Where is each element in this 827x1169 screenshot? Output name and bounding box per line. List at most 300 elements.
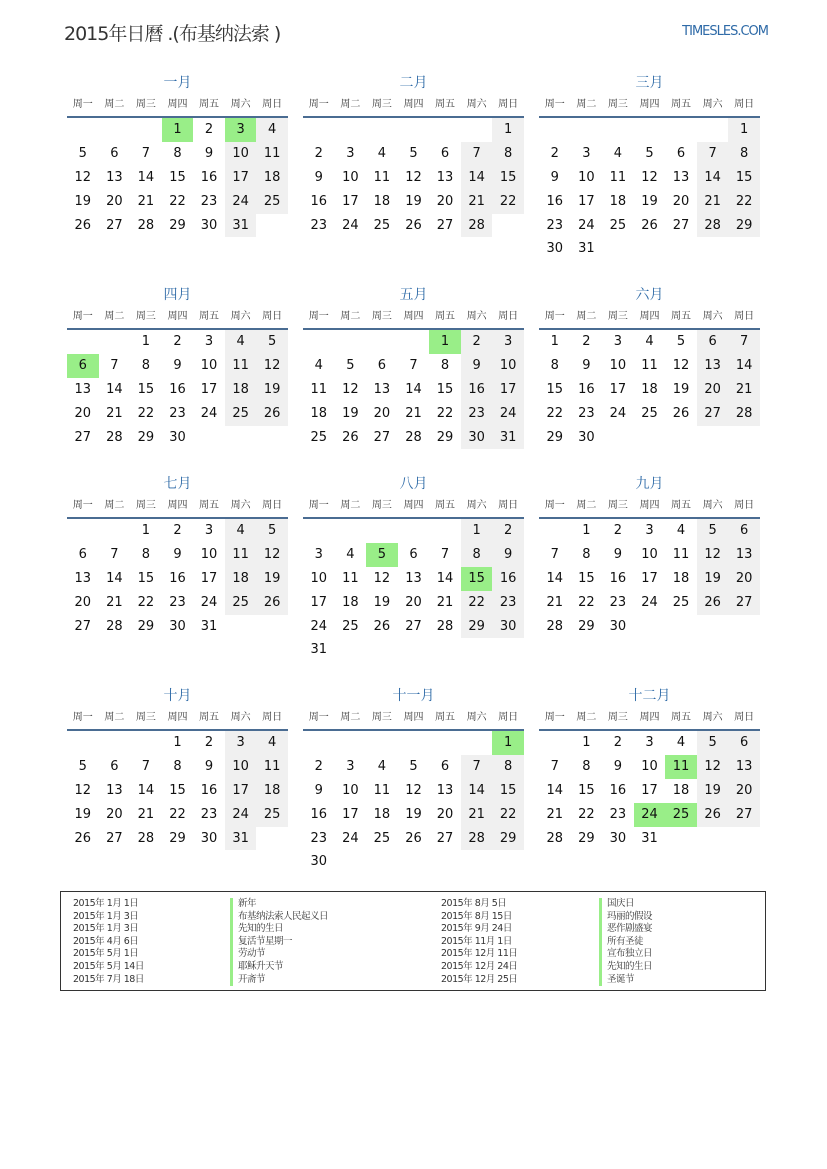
day-cell: 17 bbox=[641, 782, 658, 798]
weekday-label: 周五 bbox=[671, 99, 692, 110]
day-cell-empty bbox=[697, 118, 729, 142]
weekday-label: 周三 bbox=[371, 311, 392, 322]
day-cell: 19 bbox=[405, 193, 422, 209]
day-cell: 31 bbox=[578, 241, 595, 257]
day-cell: 19 bbox=[373, 594, 391, 610]
day-cell-empty bbox=[634, 118, 666, 142]
day-cell: 19 bbox=[672, 381, 690, 397]
holiday-names-col-2 bbox=[599, 898, 652, 986]
day-cell: 31 bbox=[310, 642, 328, 658]
day-cell: 9 bbox=[204, 145, 214, 161]
day-cell: 14 bbox=[461, 779, 493, 803]
weekday-label: 周五 bbox=[199, 311, 220, 322]
day-cell: 3 bbox=[645, 735, 654, 750]
weekday-label: 周三 bbox=[135, 311, 156, 322]
day-cell-empty bbox=[303, 731, 335, 755]
day-cell: 5 bbox=[697, 731, 729, 755]
day-cell: 15 bbox=[728, 166, 760, 190]
day-cell: 3 bbox=[225, 118, 257, 142]
day-cell-empty bbox=[571, 118, 603, 142]
month-name: 一月 bbox=[163, 75, 192, 91]
day-cell: 11 bbox=[225, 354, 257, 378]
day-cell: 30 bbox=[200, 830, 218, 846]
day-cell: 17 bbox=[342, 193, 359, 209]
day-cell: 7 bbox=[461, 142, 493, 166]
weekday-label: 周一 bbox=[72, 712, 93, 723]
day-cell-empty bbox=[335, 330, 367, 354]
day-cell: 22 bbox=[578, 594, 595, 610]
weekday-label: 周六 bbox=[230, 99, 251, 110]
day-cell-empty bbox=[303, 118, 335, 142]
month-12 bbox=[539, 685, 760, 850]
day-cell: 2 bbox=[204, 122, 214, 137]
day-cell: 17 bbox=[609, 381, 627, 397]
day-cell: 24 bbox=[200, 594, 218, 610]
day-cell: 26 bbox=[641, 217, 658, 233]
day-cell: 30 bbox=[310, 854, 328, 870]
day-cell: 26 bbox=[405, 217, 422, 233]
day-cell-empty bbox=[99, 519, 131, 543]
month-7 bbox=[67, 473, 288, 638]
weekday-label: 周二 bbox=[104, 712, 125, 723]
day-cell: 26 bbox=[697, 591, 729, 615]
day-cell: 13 bbox=[697, 354, 729, 378]
day-cell: 9 bbox=[492, 543, 524, 567]
day-cell: 21 bbox=[106, 405, 123, 421]
day-cell: 14 bbox=[546, 570, 564, 586]
day-cell: 25 bbox=[225, 402, 257, 426]
weekday-label: 周三 bbox=[607, 712, 628, 723]
holiday-name: 先知的生日 bbox=[230, 923, 328, 936]
day-cell: 5 bbox=[78, 758, 87, 774]
holiday-name: 先知的生日 bbox=[599, 961, 652, 974]
day-cell: 12 bbox=[342, 381, 359, 397]
day-cell: 23 bbox=[310, 830, 328, 846]
day-cell: 27 bbox=[106, 217, 123, 233]
day-cell: 19 bbox=[74, 806, 92, 822]
day-cell: 23 bbox=[200, 193, 218, 209]
day-cell-empty bbox=[335, 519, 367, 543]
weekday-label: 周六 bbox=[702, 311, 723, 322]
day-cell: 13 bbox=[728, 543, 760, 567]
day-cell: 12 bbox=[373, 570, 391, 586]
day-cell: 31 bbox=[200, 618, 218, 634]
holiday-date: 2015年 1月 3日 bbox=[73, 910, 139, 922]
weekday-label: 周五 bbox=[199, 99, 220, 110]
day-cell: 27 bbox=[728, 591, 760, 615]
day-cell: 28 bbox=[106, 618, 123, 634]
day-cell: 28 bbox=[137, 217, 155, 233]
weekday-label: 周六 bbox=[702, 712, 723, 723]
day-cell: 9 bbox=[173, 357, 182, 373]
day-cell: 18 bbox=[225, 378, 257, 402]
day-cell: 8 bbox=[492, 755, 524, 779]
day-cell: 14 bbox=[137, 782, 155, 798]
day-cell: 25 bbox=[342, 618, 359, 634]
weekday-label: 周四 bbox=[167, 712, 188, 723]
day-cell: 25 bbox=[373, 217, 391, 233]
day-cell: 16 bbox=[578, 381, 595, 397]
day-cell: 3 bbox=[346, 145, 355, 161]
day-cell: 28 bbox=[461, 214, 493, 238]
day-grid bbox=[303, 330, 524, 449]
day-cell: 8 bbox=[492, 142, 524, 166]
day-cell-empty bbox=[461, 731, 493, 755]
day-cell: 6 bbox=[110, 145, 119, 161]
day-cell: 30 bbox=[200, 217, 218, 233]
day-cell: 21 bbox=[405, 405, 422, 421]
day-cell: 12 bbox=[405, 169, 422, 185]
day-cell: 15 bbox=[169, 782, 186, 798]
month-name: 五月 bbox=[399, 287, 428, 303]
weekday-label: 周六 bbox=[466, 311, 487, 322]
weekday-header bbox=[303, 306, 524, 330]
weekday-label: 周四 bbox=[167, 500, 188, 511]
day-grid bbox=[67, 519, 288, 638]
day-cell: 20 bbox=[106, 193, 123, 209]
weekday-label: 周一 bbox=[308, 99, 329, 110]
day-cell: 17 bbox=[641, 570, 658, 586]
weekday-label: 周四 bbox=[639, 712, 660, 723]
day-cell: 18 bbox=[641, 381, 658, 397]
day-cell: 25 bbox=[310, 429, 328, 445]
day-cell: 22 bbox=[137, 405, 155, 421]
day-cell: 11 bbox=[665, 755, 697, 779]
day-cell: 10 bbox=[342, 169, 359, 185]
day-cell: 2 bbox=[173, 334, 182, 349]
weekday-label: 周一 bbox=[72, 500, 93, 511]
weekday-label: 周一 bbox=[544, 500, 565, 511]
month-name: 三月 bbox=[635, 75, 664, 91]
weekday-header bbox=[303, 707, 524, 731]
day-cell: 23 bbox=[200, 806, 218, 822]
day-cell: 12 bbox=[405, 782, 422, 798]
day-cell: 24 bbox=[200, 405, 218, 421]
day-cell: 1 bbox=[141, 523, 151, 538]
day-cell-empty bbox=[398, 519, 430, 543]
day-cell: 1 bbox=[728, 118, 760, 142]
weekday-label: 周四 bbox=[639, 311, 660, 322]
weekday-header bbox=[67, 707, 288, 731]
day-cell-empty bbox=[539, 118, 571, 142]
day-cell: 1 bbox=[550, 334, 559, 349]
month-11 bbox=[303, 685, 524, 874]
day-cell: 22 bbox=[461, 591, 493, 615]
month-4 bbox=[67, 284, 288, 449]
day-cell: 14 bbox=[106, 570, 123, 586]
day-cell: 29 bbox=[728, 214, 760, 238]
holiday-name: 国庆日 bbox=[599, 898, 652, 911]
weekday-header bbox=[303, 94, 524, 118]
day-cell-empty bbox=[429, 731, 461, 755]
day-cell: 10 bbox=[225, 755, 257, 779]
day-cell: 15 bbox=[578, 782, 595, 798]
day-cell: 10 bbox=[641, 758, 658, 774]
day-cell: 3 bbox=[613, 334, 623, 349]
weekday-header bbox=[539, 495, 760, 519]
weekday-label: 周六 bbox=[466, 99, 487, 110]
day-cell: 24 bbox=[342, 830, 359, 846]
day-cell: 15 bbox=[492, 779, 524, 803]
day-cell: 21 bbox=[436, 594, 454, 610]
day-cell: 29 bbox=[436, 429, 454, 445]
day-cell: 18 bbox=[310, 405, 328, 421]
day-cell: 16 bbox=[609, 782, 627, 798]
day-cell: 7 bbox=[141, 758, 151, 774]
day-cell: 17 bbox=[310, 594, 328, 610]
day-cell: 12 bbox=[641, 169, 658, 185]
day-cell: 2 bbox=[550, 145, 559, 161]
day-cell: 25 bbox=[641, 405, 658, 421]
day-grid bbox=[539, 118, 760, 261]
brand-link[interactable]: TIMESLES.COM bbox=[682, 24, 768, 39]
day-cell: 18 bbox=[672, 782, 690, 798]
day-cell: 8 bbox=[173, 758, 182, 774]
weekday-label: 周一 bbox=[72, 311, 93, 322]
day-cell: 10 bbox=[609, 357, 627, 373]
day-cell: 14 bbox=[405, 381, 422, 397]
month-6 bbox=[539, 284, 760, 449]
day-cell: 1 bbox=[492, 731, 524, 755]
day-cell: 18 bbox=[373, 193, 391, 209]
weekday-label: 周日 bbox=[734, 99, 755, 110]
day-grid bbox=[539, 731, 760, 850]
holiday-name: 圣诞节 bbox=[599, 974, 652, 987]
day-cell: 14 bbox=[436, 570, 454, 586]
day-cell: 23 bbox=[546, 217, 564, 233]
day-cell: 20 bbox=[74, 594, 92, 610]
weekday-label: 周六 bbox=[702, 99, 723, 110]
day-cell: 23 bbox=[461, 402, 493, 426]
day-grid bbox=[67, 118, 288, 237]
day-cell-empty bbox=[303, 519, 335, 543]
day-cell: 23 bbox=[169, 405, 186, 421]
day-cell: 25 bbox=[672, 594, 690, 610]
holiday-date: 2015年 5月 14日 bbox=[73, 960, 144, 972]
holiday-dates-col-1 bbox=[73, 898, 144, 986]
day-cell: 22 bbox=[169, 806, 186, 822]
day-cell: 4 bbox=[346, 546, 355, 562]
day-cell: 15 bbox=[137, 570, 155, 586]
day-cell: 11 bbox=[256, 142, 288, 166]
day-cell: 3 bbox=[346, 758, 355, 774]
weekday-label: 周五 bbox=[435, 99, 456, 110]
weekday-header bbox=[67, 495, 288, 519]
day-cell: 18 bbox=[373, 806, 391, 822]
day-cell: 21 bbox=[546, 594, 564, 610]
day-cell: 4 bbox=[225, 330, 257, 354]
day-cell-empty bbox=[366, 330, 398, 354]
day-cell: 9 bbox=[173, 546, 182, 562]
day-cell: 8 bbox=[728, 142, 760, 166]
day-cell: 18 bbox=[672, 570, 690, 586]
day-cell: 6 bbox=[728, 731, 760, 755]
day-cell: 18 bbox=[609, 193, 627, 209]
weekday-label: 周五 bbox=[199, 500, 220, 511]
day-cell: 23 bbox=[578, 405, 595, 421]
day-cell-empty bbox=[461, 118, 493, 142]
weekday-label: 周六 bbox=[230, 311, 251, 322]
day-cell: 10 bbox=[225, 142, 257, 166]
day-cell: 1 bbox=[429, 330, 461, 354]
day-cell: 12 bbox=[74, 169, 92, 185]
day-grid bbox=[67, 330, 288, 449]
day-cell: 29 bbox=[461, 615, 493, 639]
day-cell: 6 bbox=[78, 546, 87, 562]
weekday-label: 周二 bbox=[340, 99, 361, 110]
day-cell: 12 bbox=[672, 357, 690, 373]
day-cell: 22 bbox=[436, 405, 454, 421]
holiday-date: 2015年 9月 24日 bbox=[441, 923, 512, 935]
weekday-label: 周二 bbox=[340, 311, 361, 322]
day-cell: 30 bbox=[546, 241, 564, 257]
day-cell: 10 bbox=[578, 169, 595, 185]
day-cell: 13 bbox=[672, 169, 690, 185]
day-cell: 22 bbox=[492, 190, 524, 214]
weekday-label: 周日 bbox=[498, 311, 519, 322]
day-cell: 9 bbox=[461, 354, 493, 378]
day-cell: 30 bbox=[169, 429, 186, 445]
weekday-label: 周一 bbox=[308, 712, 329, 723]
day-cell: 4 bbox=[613, 145, 623, 161]
day-cell: 11 bbox=[373, 169, 391, 185]
day-cell: 25 bbox=[256, 190, 288, 214]
weekday-label: 周日 bbox=[262, 712, 283, 723]
day-cell: 27 bbox=[74, 618, 92, 634]
day-cell: 12 bbox=[256, 354, 288, 378]
weekday-header bbox=[67, 306, 288, 330]
day-cell-empty bbox=[99, 330, 131, 354]
day-cell: 10 bbox=[492, 354, 524, 378]
day-cell: 3 bbox=[314, 546, 323, 562]
weekday-label: 周三 bbox=[135, 500, 156, 511]
day-cell: 17 bbox=[492, 378, 524, 402]
day-cell: 6 bbox=[377, 357, 387, 373]
day-grid bbox=[303, 519, 524, 662]
holiday-name: 复活节星期一 bbox=[230, 936, 328, 949]
day-cell: 17 bbox=[225, 779, 257, 803]
day-cell: 25 bbox=[373, 830, 391, 846]
day-cell: 4 bbox=[377, 145, 387, 161]
day-cell: 6 bbox=[676, 145, 686, 161]
day-cell: 11 bbox=[672, 546, 690, 562]
holiday-list bbox=[60, 891, 766, 991]
day-cell: 1 bbox=[492, 118, 524, 142]
day-cell: 18 bbox=[256, 779, 288, 803]
day-grid bbox=[539, 330, 760, 449]
weekday-label: 周五 bbox=[671, 712, 692, 723]
day-cell: 3 bbox=[582, 145, 591, 161]
day-cell: 5 bbox=[409, 758, 418, 774]
day-cell: 17 bbox=[578, 193, 595, 209]
day-cell: 28 bbox=[405, 429, 422, 445]
day-cell: 21 bbox=[697, 190, 729, 214]
weekday-label: 周四 bbox=[403, 99, 424, 110]
weekday-label: 周三 bbox=[607, 99, 628, 110]
weekday-label: 周日 bbox=[734, 712, 755, 723]
day-grid bbox=[303, 118, 524, 237]
day-cell: 6 bbox=[697, 330, 729, 354]
weekday-label: 周六 bbox=[466, 500, 487, 511]
day-cell: 4 bbox=[645, 334, 654, 349]
day-cell: 27 bbox=[74, 429, 92, 445]
day-cell: 28 bbox=[137, 830, 155, 846]
day-cell: 2 bbox=[314, 758, 323, 774]
day-cell: 8 bbox=[440, 357, 450, 373]
day-cell: 30 bbox=[609, 830, 627, 846]
holiday-name: 耶稣升天节 bbox=[230, 961, 328, 974]
day-cell: 7 bbox=[550, 758, 559, 774]
day-cell: 21 bbox=[106, 594, 123, 610]
day-cell: 10 bbox=[310, 570, 328, 586]
day-cell: 27 bbox=[436, 217, 454, 233]
weekday-label: 周日 bbox=[262, 99, 283, 110]
weekday-label: 周日 bbox=[498, 712, 519, 723]
month-2 bbox=[303, 72, 524, 237]
holiday-name: 劳动节 bbox=[230, 948, 328, 961]
day-cell: 9 bbox=[204, 758, 214, 774]
day-cell: 17 bbox=[200, 570, 218, 586]
day-cell: 12 bbox=[256, 543, 288, 567]
day-cell: 14 bbox=[697, 166, 729, 190]
day-cell: 21 bbox=[461, 803, 493, 827]
day-cell: 5 bbox=[645, 145, 654, 161]
day-cell-empty bbox=[130, 118, 162, 142]
day-cell: 2 bbox=[173, 523, 182, 538]
day-cell: 26 bbox=[373, 618, 391, 634]
day-cell: 13 bbox=[373, 381, 391, 397]
day-cell: 22 bbox=[137, 594, 155, 610]
day-cell: 24 bbox=[578, 217, 595, 233]
day-cell: 7 bbox=[461, 755, 493, 779]
day-cell: 25 bbox=[609, 217, 627, 233]
day-cell: 2 bbox=[492, 519, 524, 543]
day-cell: 8 bbox=[141, 546, 151, 562]
weekday-label: 周二 bbox=[340, 712, 361, 723]
day-cell: 15 bbox=[461, 567, 493, 591]
weekday-header bbox=[539, 707, 760, 731]
day-cell: 27 bbox=[672, 217, 690, 233]
weekday-label: 周四 bbox=[403, 311, 424, 322]
day-cell: 29 bbox=[137, 618, 155, 634]
day-cell: 11 bbox=[225, 543, 257, 567]
day-cell: 18 bbox=[225, 567, 257, 591]
day-cell: 6 bbox=[110, 758, 119, 774]
day-cell: 20 bbox=[728, 567, 760, 591]
month-name: 九月 bbox=[635, 476, 664, 492]
weekday-header bbox=[539, 306, 760, 330]
day-cell: 25 bbox=[665, 803, 697, 827]
weekday-label: 周日 bbox=[262, 500, 283, 511]
weekday-label: 周一 bbox=[72, 99, 93, 110]
day-cell-empty bbox=[67, 731, 99, 755]
weekday-label: 周一 bbox=[308, 500, 329, 511]
day-cell: 8 bbox=[582, 546, 591, 562]
day-cell: 13 bbox=[74, 570, 92, 586]
day-cell: 5 bbox=[366, 543, 398, 567]
day-cell: 11 bbox=[373, 782, 391, 798]
day-cell: 15 bbox=[546, 381, 564, 397]
day-cell: 29 bbox=[169, 217, 186, 233]
day-cell: 11 bbox=[256, 755, 288, 779]
day-cell: 6 bbox=[67, 354, 99, 378]
day-cell: 26 bbox=[697, 803, 729, 827]
day-cell: 5 bbox=[256, 519, 288, 543]
weekday-label: 周三 bbox=[135, 712, 156, 723]
day-cell-empty bbox=[67, 330, 99, 354]
day-cell: 11 bbox=[609, 169, 627, 185]
day-cell: 7 bbox=[409, 357, 418, 373]
